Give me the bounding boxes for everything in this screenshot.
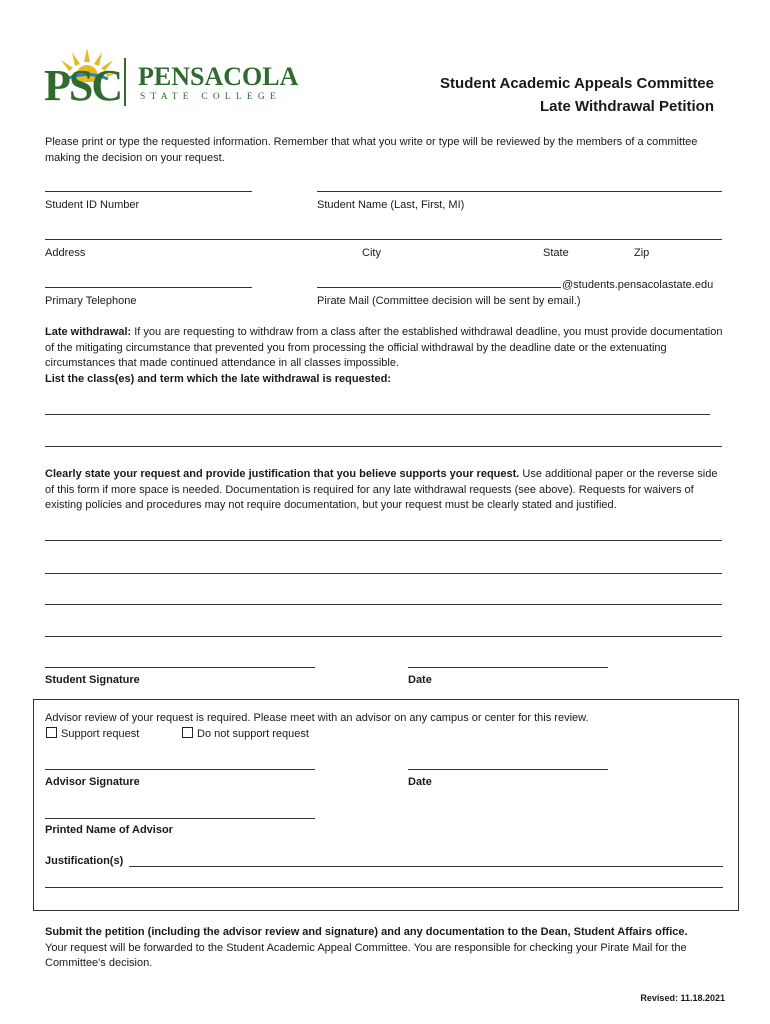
request-heading: Clearly state your request and provide justification that you believe supports your request.	[45, 468, 520, 480]
student-id-label: Student ID Number	[45, 199, 140, 211]
justification-label: Justification(s)	[45, 855, 124, 867]
mail-domain: @students.pensacolastate.edu	[562, 279, 714, 291]
student-signature-line[interactable]	[45, 667, 315, 668]
support-label: Support request	[61, 728, 140, 740]
address-line[interactable]	[45, 239, 722, 240]
support-checkbox[interactable]	[46, 727, 57, 738]
request-line-4[interactable]	[45, 636, 722, 637]
class-list-prompt: List the class(es) and term which the late withdrawal is requested:	[45, 373, 391, 385]
pirate-mail-line[interactable]	[317, 287, 561, 288]
student-name-line[interactable]	[317, 191, 722, 192]
logo-initials: PSC	[44, 61, 122, 110]
advisor-signature-line[interactable]	[45, 769, 315, 770]
logo-name: PENSACOLA	[138, 62, 299, 91]
telephone-label: Primary Telephone	[45, 295, 137, 307]
address-label: Address	[45, 247, 86, 259]
late-withdrawal-text: If you are requesting to withdraw from a class after the established withdrawal deadline, you must provide documentation of the mitigating circumstance that prevented you from processing the official withdrawal by the deadline date or the extenuating circumstances that made continued attendance in all classes impossible.	[45, 326, 723, 369]
request-text: Use additional paper or the reverse side of this form if more space is needed. Documentation is required for any late withdrawal requests (see above). Requests for waivers of existing policies and procedures may not require documentation, but your request must be clearly stated and justified.	[45, 468, 718, 511]
late-withdrawal-heading: Late withdrawal:	[45, 326, 132, 338]
city-label: City	[362, 247, 381, 259]
student-date-label: Date	[408, 674, 432, 686]
logo-subtitle: STATE COLLEGE	[140, 92, 281, 102]
submit-instructions	[45, 925, 725, 972]
zip-label: Zip	[634, 247, 650, 259]
student-name-label: Student Name (Last, First, MI)	[317, 199, 465, 211]
submit-text: Your request will be forwarded to the Student Academic Appeal Committee. You are responsible for checking your Pirate Mail for the Committee's decision.	[45, 941, 687, 969]
submit-heading: Submit the petition (including the advisor review and signature) and any documentation to the Dean, Student Affairs office.	[45, 926, 688, 938]
printed-name-label: Printed Name of Advisor	[45, 824, 173, 836]
request-line-1[interactable]	[45, 540, 722, 541]
student-id-line[interactable]	[45, 191, 252, 192]
justification-line-2[interactable]	[45, 887, 723, 888]
class-list-line-2[interactable]	[45, 446, 722, 447]
advisor-signature-label: Advisor Signature	[45, 776, 140, 788]
support-option[interactable]	[46, 727, 139, 742]
title-line-1: Student Academic Appeals Committee	[440, 75, 714, 92]
telephone-line[interactable]	[45, 287, 252, 288]
advisor-review-box	[33, 699, 739, 911]
intro-text: Please print or type the requested information. Remember that what you write or type will be reviewed by the members of a committee making the decision on your request.	[45, 136, 698, 164]
form-title	[334, 72, 714, 118]
class-list-line-1[interactable]	[45, 414, 710, 415]
request-paragraph	[45, 467, 725, 514]
request-line-2[interactable]	[45, 573, 722, 574]
advisor-date-label: Date	[408, 776, 432, 788]
late-withdrawal-paragraph	[45, 325, 725, 372]
revised-date: Revised: 11.18.2021	[640, 993, 725, 1003]
student-signature-label: Student Signature	[45, 674, 140, 686]
request-line-3[interactable]	[45, 604, 722, 605]
advisor-intro: Advisor review of your request is required. Please meet with an advisor on any campus or center for this review.	[45, 712, 589, 724]
advisor-date-line[interactable]	[408, 769, 608, 770]
title-line-2: Late Withdrawal Petition	[539, 98, 714, 115]
no-support-option[interactable]	[182, 727, 309, 742]
pirate-mail-label: Pirate Mail (Committee decision will be sent by email.)	[317, 295, 581, 307]
college-logo	[44, 46, 304, 110]
logo-divider	[124, 58, 126, 106]
no-support-label: Do not support request	[197, 728, 309, 740]
printed-name-line[interactable]	[45, 818, 315, 819]
no-support-checkbox[interactable]	[182, 727, 193, 738]
justification-line-1[interactable]	[129, 866, 723, 867]
state-label: State	[543, 247, 569, 259]
student-date-line[interactable]	[408, 667, 608, 668]
